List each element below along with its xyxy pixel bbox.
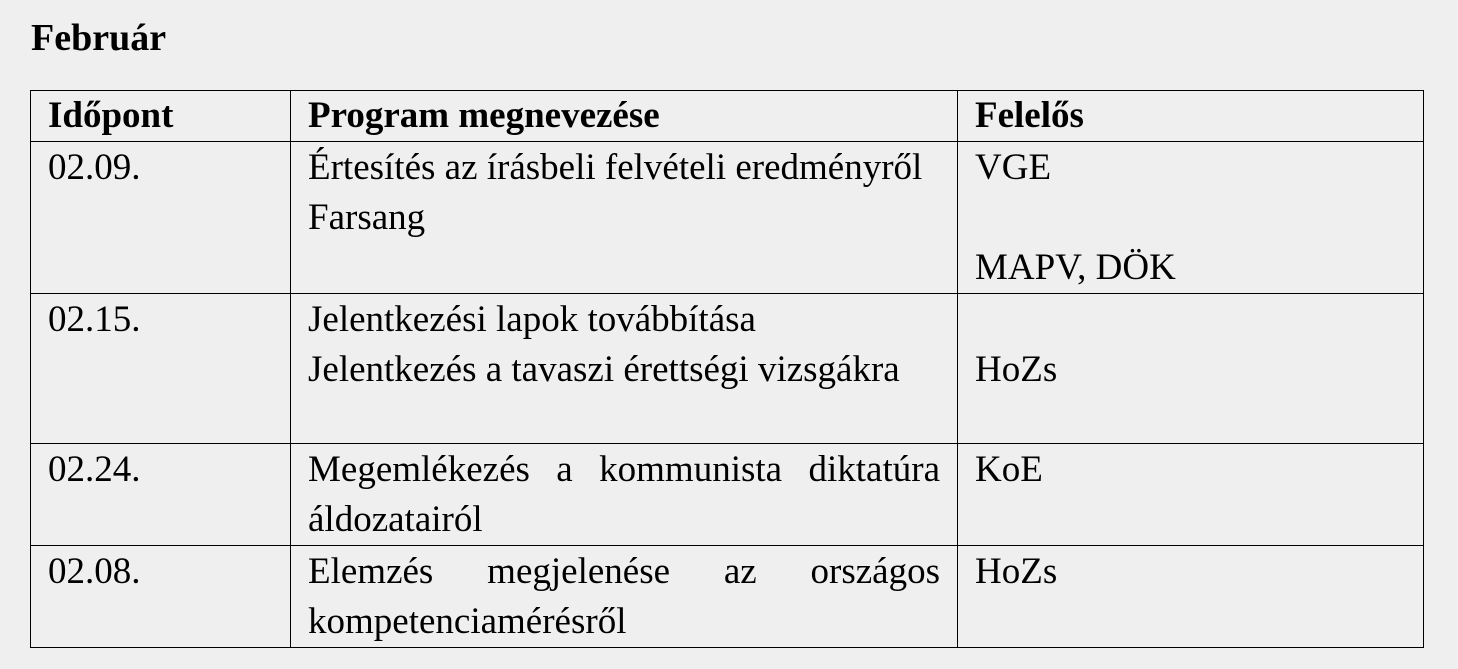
responsible-cell: [958, 294, 1424, 444]
date-cell: [31, 294, 291, 444]
date-text: 02.15.: [48, 299, 141, 340]
column-header-program: Program megnevezése: [291, 91, 958, 142]
date-cell: [31, 546, 291, 648]
program-text: Elemzés megjelenése az országos kompetenciamérésről: [308, 551, 940, 642]
program-text: Jelentkezési lapok továbbítása: [308, 299, 756, 340]
date-cell: [31, 142, 291, 294]
responsible-cell: [958, 444, 1424, 546]
program-text: Értesítés az írásbeli felvételi eredményről: [308, 147, 923, 188]
spacer: [975, 193, 1406, 243]
program-text: Megemlékezés a kommunista diktatúra áldozatairól: [308, 449, 940, 540]
program-cell: [291, 444, 958, 546]
table-row: [31, 142, 1424, 294]
responsible-text: VGE: [975, 147, 1052, 188]
date-cell: [31, 444, 291, 546]
date-text: 02.08.: [48, 551, 141, 592]
responsible-text: KoE: [975, 449, 1043, 490]
responsible-text: MAPV, DÖK: [975, 247, 1176, 288]
table-row: [31, 444, 1424, 546]
column-header-date: Időpont: [31, 91, 291, 142]
program-text: Farsang: [308, 197, 426, 238]
schedule-table: [30, 90, 1424, 648]
program-cell: [291, 546, 958, 648]
column-header-responsible: Felelős: [958, 91, 1424, 142]
table-row: [31, 294, 1424, 444]
responsible-text: [975, 295, 1406, 345]
responsible-text: HoZs: [975, 551, 1058, 592]
program-text: Jelentkezés a tavaszi érettségi vizsgákra: [308, 349, 900, 390]
month-heading: Február: [31, 17, 167, 59]
program-cell: [291, 142, 958, 294]
date-text: 02.09.: [48, 147, 141, 188]
date-text: 02.24.: [48, 449, 141, 490]
program-cell: [291, 294, 958, 444]
responsible-text: HoZs: [975, 349, 1058, 390]
table-row: [31, 546, 1424, 648]
responsible-cell: [958, 546, 1424, 648]
table-header-row: [31, 91, 1424, 142]
responsible-cell: [958, 142, 1424, 294]
